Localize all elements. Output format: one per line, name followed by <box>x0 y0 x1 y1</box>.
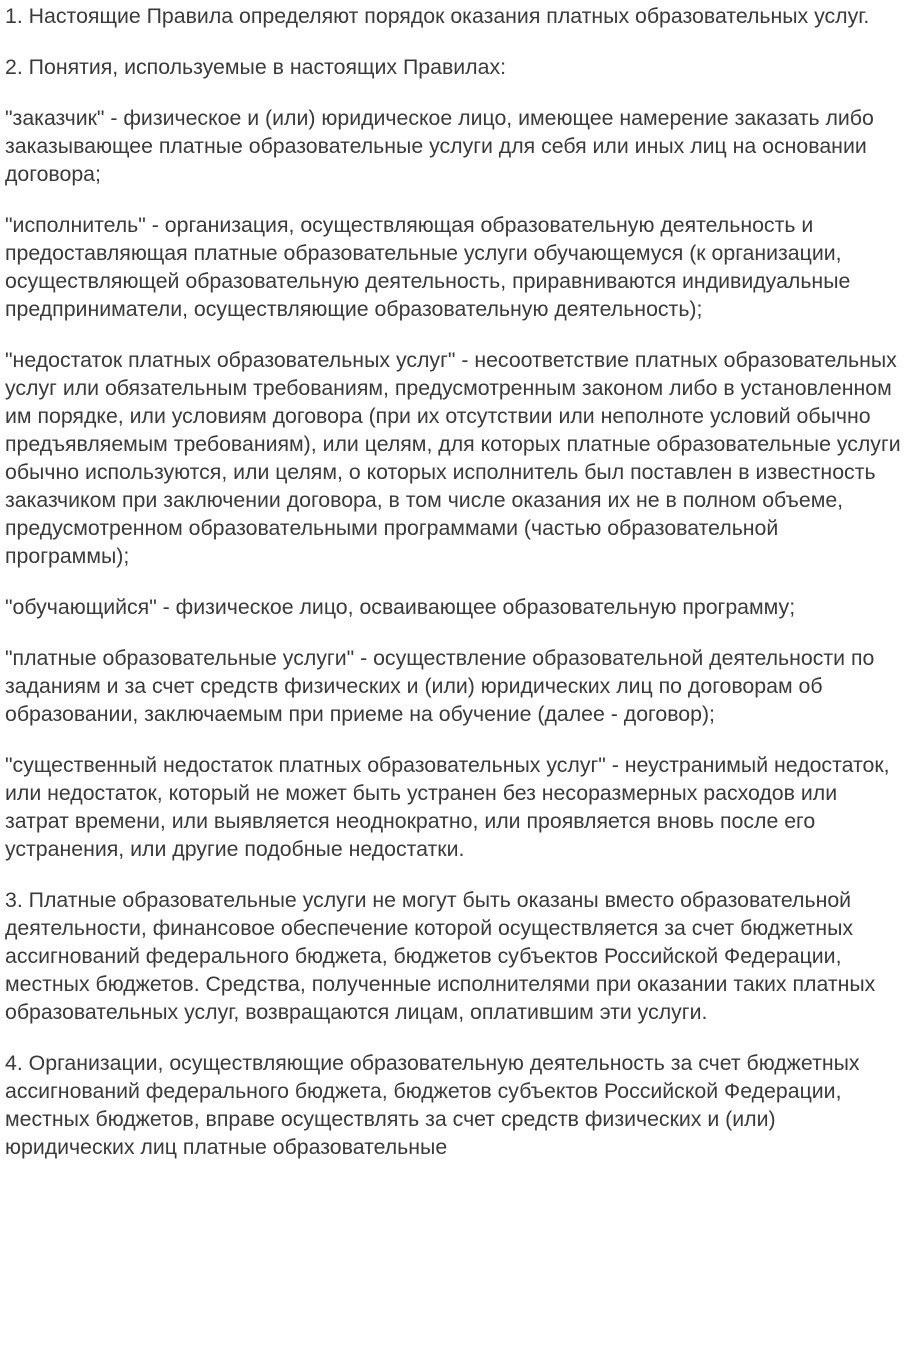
definition-substantial-deficiency: "существенный недостаток платных образовательных услуг" - неустранимый недостаток, или недостаток, который не может быть устранен без несоразмерных расходов или затрат времени, или выявляется неоднократно, или проявляется вновь после его устранения, или другие подобные недостатки. <box>5 753 890 861</box>
definition-paid-services: "платные образовательные услуги" - осуществление образовательной деятельности по заданиям и за счет средств физических и (или) юридических лиц по договорам об образовании, заключаемым при приеме на обучение (далее - договор); <box>5 646 875 726</box>
document-body <box>5 2 905 1184</box>
definition-contractor: "исполнитель" - организация, осуществляющая образовательную деятельность и предоставляющая платные образовательные услуги обучающемуся (к организации, осуществляющей образовательную деятельность, приравниваются индивидуальные предприниматели, осуществляющие образовательную деятельность); <box>5 213 851 321</box>
definition-student: "обучающийся" - физическое лицо, осваивающее образовательную программу; <box>5 595 796 619</box>
paragraph-1: 1. Настоящие Правила определяют порядок оказания платных образовательных услуг. <box>5 4 870 28</box>
paragraph-2: 2. Понятия, используемые в настоящих Правилах: <box>5 55 507 79</box>
paragraph-4: 4. Организации, осуществляющие образовательную деятельность за счет бюджетных ассигнований федерального бюджета, бюджетов субъектов Российской Федерации, местных бюджетов, вправе осуществлять за счет средств физических и (или) юридических лиц платные образовательные <box>5 1051 860 1159</box>
paragraph-3: 3. Платные образовательные услуги не могут быть оказаны вместо образовательной деятельности, финансовое обеспечение которой осуществляется за счет бюджетных ассигнований федерального бюджета, бюджетов субъектов Российской Федерации, местных бюджетов. Средства, полученные исполнителями при оказании таких платных образовательных услуг, возвращаются лицам, оплатившим эти услуги. <box>5 888 876 1024</box>
definition-service-deficiency: "недостаток платных образовательных услуг" - несоответствие платных образовательных услуг или обязательным требованиям, предусмотренным законом либо в установленном им порядке, или условиям договора (при их отсутствии или неполноте условий обычно предъявляемым требованиям), или целям, для которых платные образовательные услуги обычно используются, или целям, о которых исполнитель был поставлен в известность заказчиком при заключении договора, в том числе оказания их не в полном объеме, предусмотренном образовательными программами (частью образовательной программы); <box>5 348 901 568</box>
definition-customer: "заказчик" - физическое и (или) юридическое лицо, имеющее намерение заказать либо заказывающее платные образовательные услуги для себя или иных лиц на основании договора; <box>5 106 874 186</box>
